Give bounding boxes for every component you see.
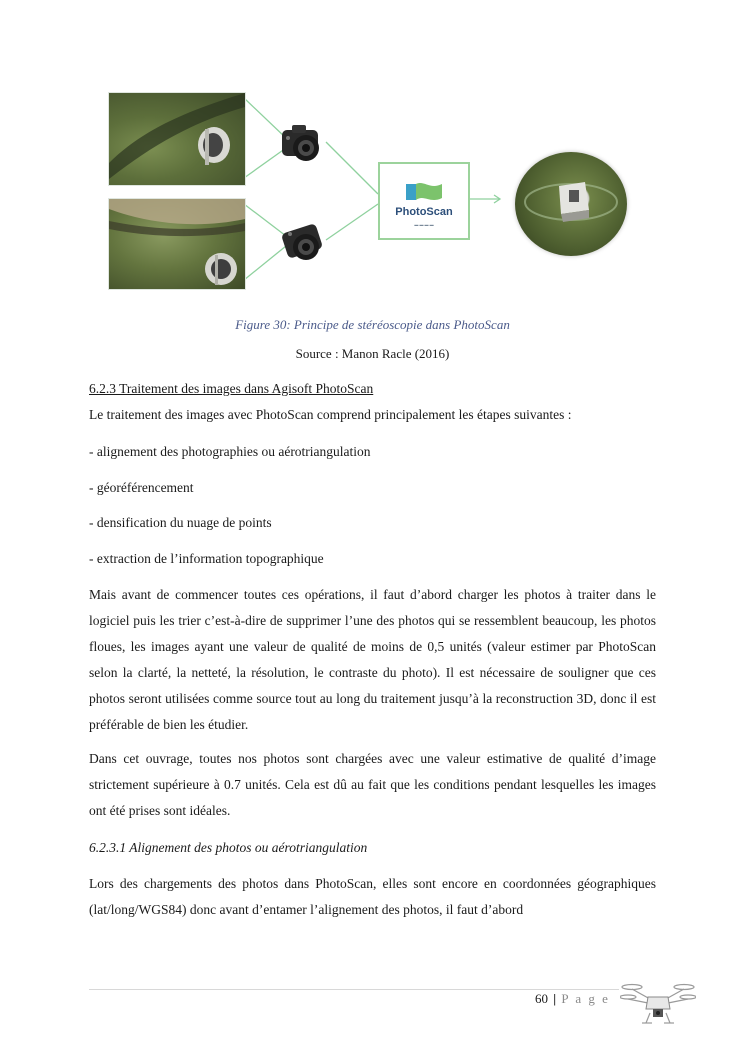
subsection-heading: 6.2.3.1 Alignement des photos ou aérotriangulation [89,840,368,855]
camera-icon [276,120,328,166]
footer-divider [89,989,619,990]
list-item: - alignement des photographies ou aérotriangulation [89,444,371,459]
page-label: P a g e [561,991,610,1006]
page-number-separator: | [553,991,557,1006]
reconstruction-3d-result [515,152,627,256]
photoscan-tagline-decoration: ▬ ▬ ▬ ▬ [414,222,434,227]
figure-caption: Figure 30: Principe de stéréoscopie dans PhotoScan [235,317,510,332]
paragraph: Mais avant de commencer toutes ces opérations, il faut d’abord charger les photos à traiter dans le logiciel puis les trier c’est-à-dire de supprimer l’une des photos qui se ressemblent beaucoup, les photos floues, les images ayant une valeur de qualité de moins de 0,5 unités (valeur estimer par PhotoScan selon la clarté, la netteté, la résolution, le contraste du photo). Il est nécessaire de souligner que ces photos seront utilisées comme source tout au long du traitement jusqu’à la reconstruction 3D, donc il est préférable de bien les étudier. [89,587,656,732]
section-heading: 6.2.3 Traitement des images dans Agisoft PhotoScan [89,381,374,396]
paragraph: Lors des chargements des photos dans PhotoScan, elles sont encore en coordonnées géographiques (lat/long/WGS84) donc avant d’entamer l’alignement des photos, il faut d’abord [89,876,656,917]
figure-stereoscopy [108,90,638,295]
page-number-value: 60 [535,991,548,1006]
camera-icon [276,220,328,266]
aerial-photo-right [108,198,246,290]
photoscan-logo-icon [404,180,444,202]
photoscan-box [378,162,470,240]
paragraph: Dans cet ouvrage, toutes nos photos sont chargées avec une valeur estimative de qualité d’image strictement supérieure à 0.7 unités. Cela est dû au fait que les conditions pendant lesquelles les images ont été prises sont idéales. [89,751,656,818]
drone-icon [620,975,696,1027]
list-item: - densification du nuage de points [89,515,272,530]
list-item: - extraction de l’information topographique [89,551,324,566]
photoscan-label: PhotoScan [395,206,453,218]
page-number [535,991,610,1007]
aerial-photo-left [108,92,246,186]
section-intro: Le traitement des images avec PhotoScan comprend principalement les étapes suivantes : [89,407,572,422]
figure-source: Source : Manon Racle (2016) [295,346,450,361]
list-item: - géoréférencement [89,480,194,495]
